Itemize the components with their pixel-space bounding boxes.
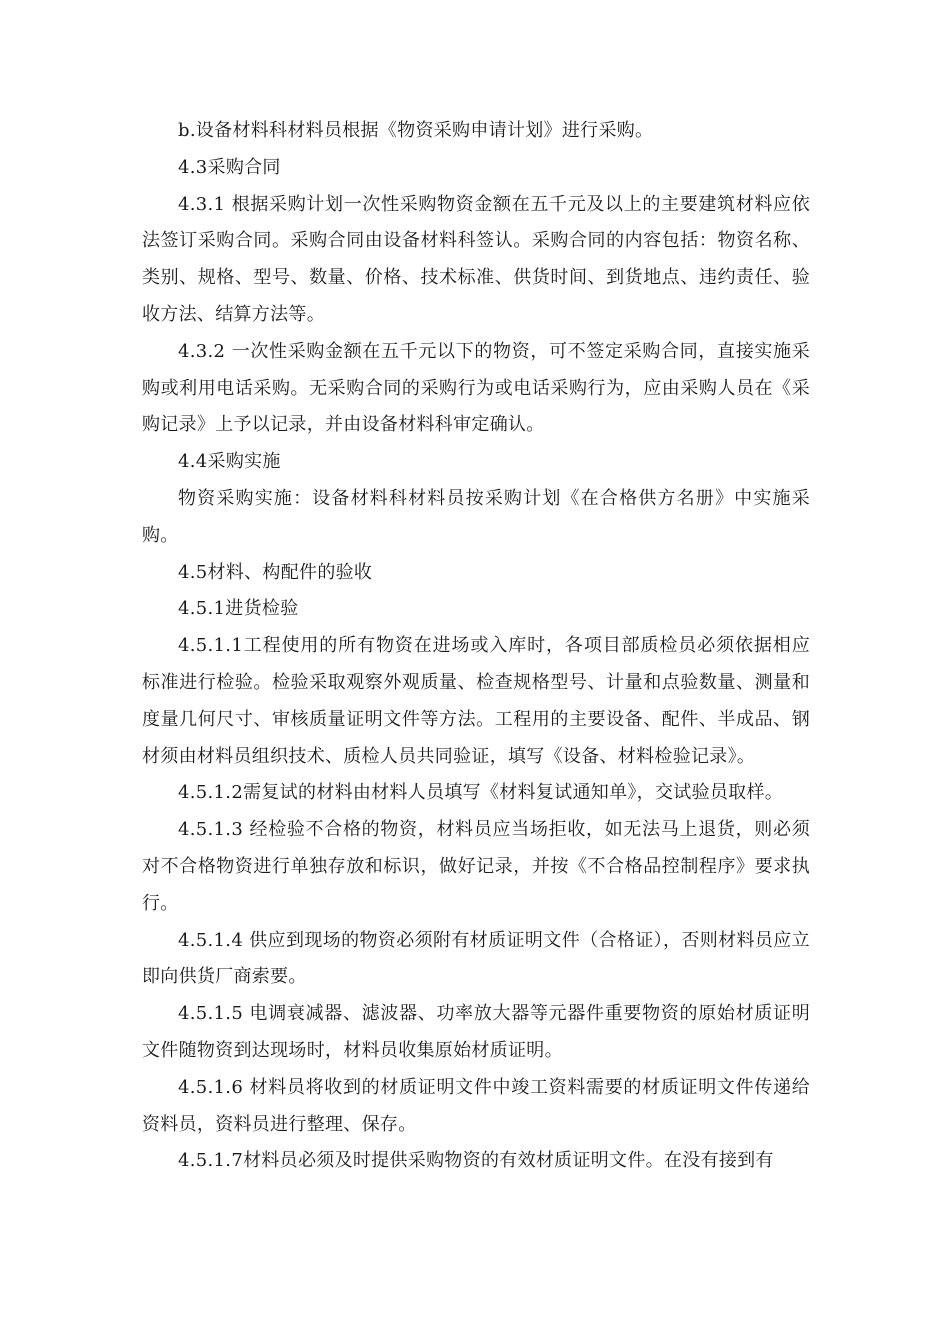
paragraph-4-3-2: 4.3.2 一次性采购金额在五千元以下的物资，可不签定采购合同，直接实施采购或利用电话采购。无采购合同的采购行为或电话采购行为，应由采购人员在《采购记录》上予以记录，并由设备材料科审定确认。: [142, 340, 810, 436]
paragraph-4-5-1-6: 4.5.1.6 材料员将收到的材质证明文件中竣工资料需要的材质证明文件传递给资料员，资料员进行整理、保存。: [142, 1076, 810, 1135]
paragraph-purchase-implementation: 物资采购实施：设备材料科材料员按采购计划《在合格供方名册》中实施采购。: [142, 487, 810, 546]
paragraph-procurement-basis: b.设备材料科材料员根据《物资采购申请计划》进行采购。: [178, 120, 654, 141]
paragraph-4-3-1: 4.3.1 根据采购计划一次性采购物资金额在五千元及以上的主要建筑材料应依法签订采购合同。采购合同由设备材料科签认。采购合同的内容包括：物资名称、类别、规格、型号、数量、价格、技术标准、供货时间、到货地点、违约责任、验收方法、结算方法等。: [142, 193, 810, 325]
paragraph-4-5-1-2: 4.5.1.2需复试的材料由材料人员填写《材料复试通知单》，交试验员取样。: [178, 782, 784, 804]
paragraph-4-5-1-7: 4.5.1.7材料员必须及时提供采购物资的有效材质证明文件。在没有接到有: [178, 1150, 774, 1172]
paragraph-4-5-1-4: 4.5.1.4 供应到现场的物资必须附有材质证明文件（合格证），否则材料员应立即向供货厂商索要。: [142, 929, 810, 988]
paragraph-4-5-1-1: 4.5.1.1工程使用的所有物资在进场或入库时，各项目部质检员必须依据相应标准进行检验。检验采取观察外观质量、检查规格型号、计量和点验数量、测量和度量几何尺寸、审核质量证明文件等方法。工程用的主要设备、配件、半成品、钢材须由材料员组织技术、质检人员共同验证，填写《设备、材料检验记录》。: [142, 635, 810, 767]
heading-4-3-purchase-contract: 4.3采购合同: [178, 156, 281, 178]
paragraph-4-5-1-3: 4.5.1.3 经检验不合格的物资，材料员应当场拒收，如无法马上退货，则必须对不合格物资进行单独存放和标识，做好记录，并按《不合格品控制程序》要求执行。: [142, 819, 810, 914]
heading-4-5-acceptance: 4.5材料、构配件的验收: [178, 561, 373, 583]
heading-4-4-purchase-implementation: 4.4采购实施: [178, 451, 281, 473]
document-body: [142, 113, 810, 1180]
paragraph-4-5-1-5: 4.5.1.5 电调衰减器、滤波器、功率放大器等元器件重要物资的原始材质证明文件随物资到达现场时，材料员收集原始材质证明。: [142, 1003, 810, 1061]
heading-4-5-1-incoming-inspection: 4.5.1进货检验: [178, 598, 299, 620]
